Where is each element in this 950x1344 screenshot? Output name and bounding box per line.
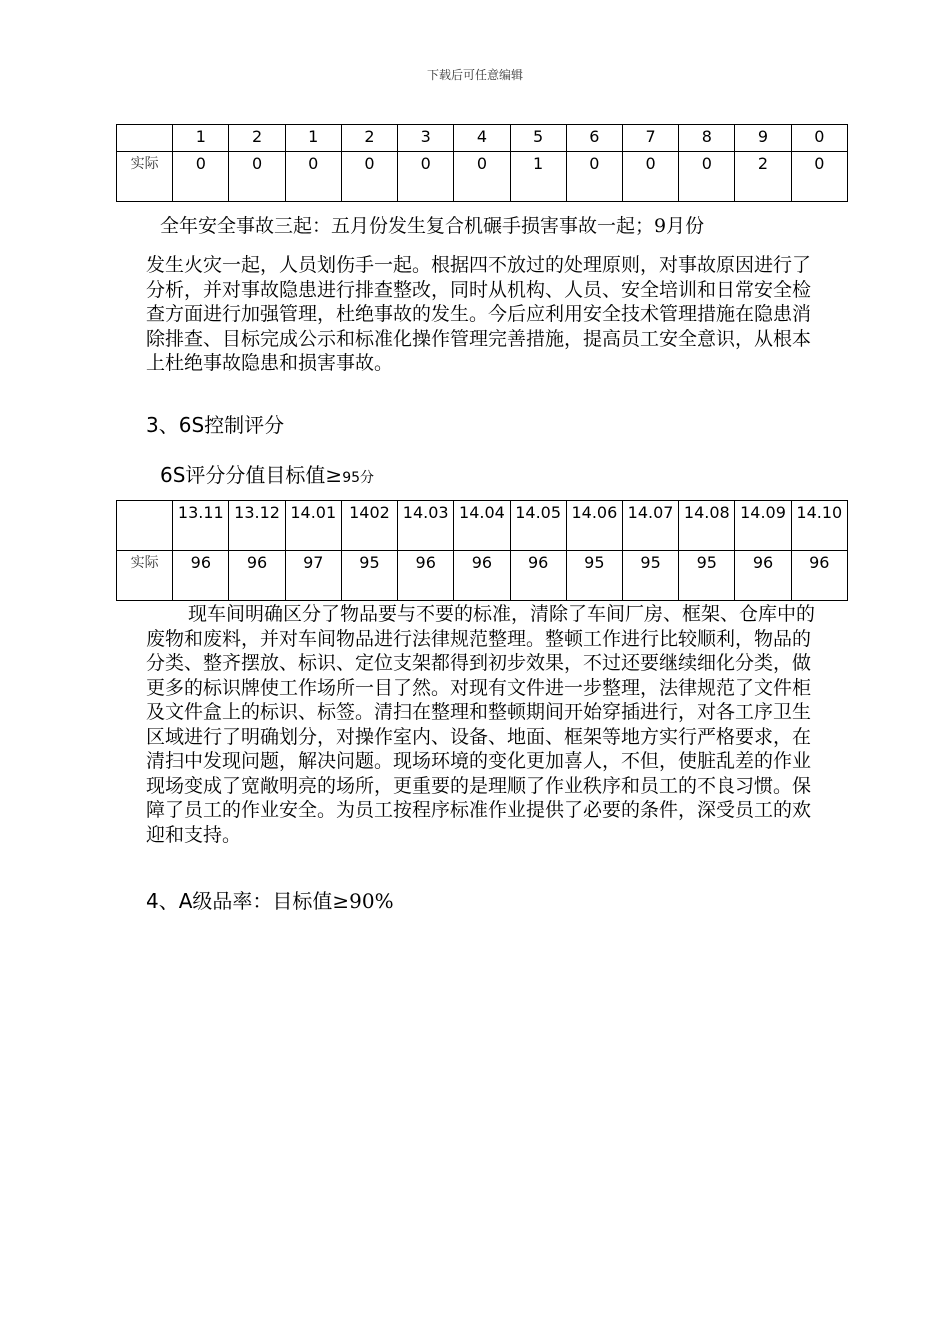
- table-cell: 4: [454, 125, 510, 152]
- table-cell: [117, 501, 173, 551]
- table-cell: 2: [341, 125, 397, 152]
- target-unit: 分: [360, 470, 375, 486]
- table-cell: 96: [398, 551, 454, 601]
- table-header-row: [117, 501, 848, 551]
- 6s-score-table: [116, 500, 848, 601]
- page-header: 下载后可任意编辑: [426, 68, 523, 82]
- table-cell: 97: [285, 551, 341, 601]
- table-cell: 1: [510, 152, 566, 202]
- table-cell: 95: [622, 551, 678, 601]
- row-label: 实际: [117, 152, 173, 202]
- section-heading-a-grade: [146, 888, 394, 914]
- table-cell: 3: [398, 125, 454, 152]
- table-cell: 96: [510, 551, 566, 601]
- heading-number: 4、A: [146, 889, 193, 913]
- table-cell: 14.10: [791, 501, 847, 551]
- table-cell: 14.03: [398, 501, 454, 551]
- table-cell: 7: [622, 125, 678, 152]
- table-cell: 96: [229, 551, 285, 601]
- table-cell: 0: [791, 125, 847, 152]
- target-value: 95: [342, 470, 361, 486]
- table-cell: 0: [791, 152, 847, 202]
- table-cell: 14.01: [285, 501, 341, 551]
- table-cell: 96: [454, 551, 510, 601]
- paragraph-accident-body: 发生火灾一起，人员划伤手一起。根据四不放过的处理原则，对事故原因进行了分析，并对事故隐患进行排查整改，同时从机构、人员、安全培训和日常安全检查方面进行加强管理，杜绝事故的发生。今后应利用安全技术管理措施在隐患消除排查、目标完成公示和标准化操作管理完善措施，提高员工安全意识，从根本上杜绝事故隐患和损害事故。: [146, 254, 812, 374]
- target-prefix: 6S: [160, 463, 186, 487]
- table-cell: 0: [285, 152, 341, 202]
- table-cell: 0: [398, 152, 454, 202]
- table-header-row: [117, 125, 848, 152]
- table-cell: 1: [285, 125, 341, 152]
- table-cell: 96: [791, 551, 847, 601]
- table-cell: 2: [229, 125, 285, 152]
- heading-text: 控制评分: [204, 413, 285, 437]
- table-cell: 8: [679, 125, 735, 152]
- table-cell: 0: [454, 152, 510, 202]
- table-row: [117, 152, 848, 202]
- table-cell: 0: [229, 152, 285, 202]
- table-cell: 14.04: [454, 501, 510, 551]
- table-cell: 9: [735, 125, 791, 152]
- table-cell: 0: [173, 152, 229, 202]
- paragraph-6s-body: 现车间明确区分了物品要与不要的标准，清除了车间厂房、框架、仓库中的废物和废料，并对车间物品进行法律规范整理。整顿工作进行比较顺利，物品的分类、整齐摆放、标识、定位支架都得到初步效果，不过还要继续细化分类，做更多的标识牌使工作场所一目了然。对现有文件进一步整理，法律规范了文件柜及文件盒上的标识、标签。清扫在整理和整顿期间开始穿插进行，对各工序卫生区域进行了明确划分，对操作室内、设备、地面、框架等地方实行严格要求，在清扫中发现问题，解决问题。现场环境的变化更加喜人，不但，使脏乱差的作业现场变成了宽敞明亮的场所，更重要的是理顺了作业秩序和员工的不良习惯。保障了员工的作业安全。为员工按程序标准作业提供了必要的条件，深受员工的欢迎和支持。: [146, 603, 816, 846]
- table-cell: 0: [622, 152, 678, 202]
- table-cell: 6: [566, 125, 622, 152]
- target-line-6s: [160, 462, 374, 491]
- table-cell: 14.05: [510, 501, 566, 551]
- table-cell: 14.08: [679, 501, 735, 551]
- table-cell: 13.12: [229, 501, 285, 551]
- heading-text: 级品率：目标值≥90%: [192, 889, 394, 913]
- table-cell: 0: [679, 152, 735, 202]
- table-cell: 95: [341, 551, 397, 601]
- table-cell: 13.11: [173, 501, 229, 551]
- table-cell: 1402: [341, 501, 397, 551]
- table-cell: 95: [566, 551, 622, 601]
- table-row: [117, 551, 848, 601]
- table-cell: 14.06: [566, 501, 622, 551]
- table-cell: 95: [679, 551, 735, 601]
- table-cell: 1: [173, 125, 229, 152]
- table-cell: 96: [735, 551, 791, 601]
- table-cell: 5: [510, 125, 566, 152]
- table-cell: 14.09: [735, 501, 791, 551]
- table-cell: 96: [173, 551, 229, 601]
- table-cell: 0: [341, 152, 397, 202]
- target-text: 评分分值目标值≥: [185, 463, 343, 487]
- section-heading-6s: [146, 412, 284, 438]
- safety-accident-table: [116, 124, 848, 202]
- paragraph-accident-line1: 全年安全事故三起：五月份发生复合机碾手损害事故一起；9月份: [160, 215, 705, 237]
- row-label: 实际: [117, 551, 173, 601]
- table-cell: 14.07: [622, 501, 678, 551]
- table-cell: [117, 125, 173, 152]
- table-cell: 2: [735, 152, 791, 202]
- table-cell: 0: [566, 152, 622, 202]
- heading-number: 3、6S: [146, 413, 205, 437]
